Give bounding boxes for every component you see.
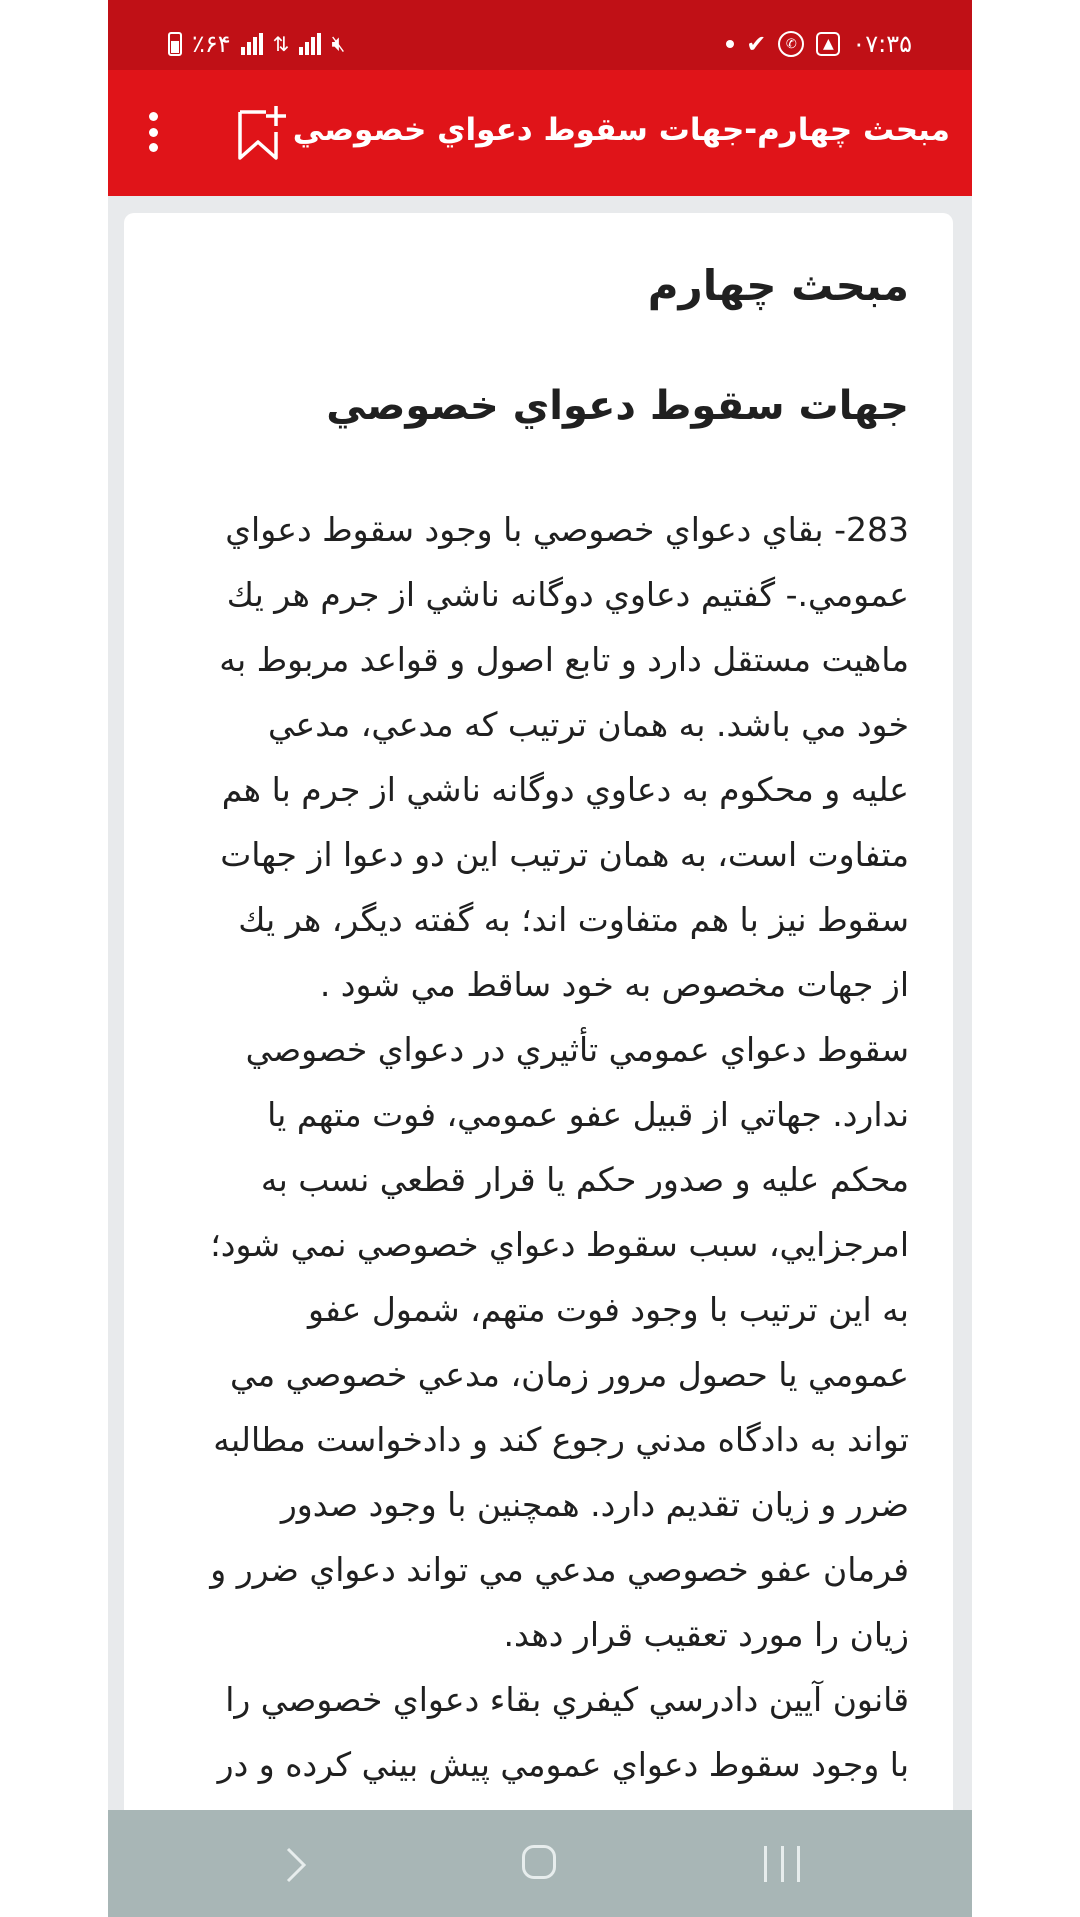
article-heading: مبحث چهارم (647, 261, 909, 310)
battery-icon (168, 32, 182, 56)
whatsapp-icon: ✆ (778, 31, 804, 57)
check-icon: ✔ (746, 30, 767, 58)
status-bar (108, 0, 972, 70)
signal-icon-2 (299, 33, 321, 55)
body-line: امرجزايي، سبب سقوط دعواي خصوصي نمي شود؛ (210, 1225, 909, 1264)
body-line: عمومي يا حصول مرور زمان، مدعي خصوصي مي (230, 1355, 909, 1394)
signal-icon (241, 33, 263, 55)
body-line: متفاوت است، به همان ترتيب اين دو دعوا از جهات (220, 835, 909, 874)
body-line: عليه و محكوم به دعاوي دوگانه ناشي از جرم با هم (221, 770, 909, 809)
article-card (124, 213, 953, 1917)
mute-icon: 🔇︎ (331, 31, 346, 57)
article-body (170, 497, 909, 1797)
nav-back-icon[interactable] (284, 1846, 308, 1884)
body-line: خود مي باشد. به همان ترتيب كه مدعي، مدعي (268, 705, 909, 744)
body-line: زيان را مورد تعقيب قرار دهد. (503, 1615, 909, 1654)
body-line: به اين ترتيب با وجود فوت متهم، شمول عفو (307, 1290, 909, 1329)
body-line: تواند به دادگاه مدني رجوع كند و دادخواست مطالبه (213, 1420, 909, 1459)
nav-home-icon[interactable] (522, 1845, 556, 1879)
bookmark-add-icon[interactable] (236, 104, 286, 160)
system-nav-bar (108, 1810, 972, 1917)
more-vert-icon[interactable] (148, 112, 158, 152)
body-line: ندارد. جهاتي از قبيل عفو عمومي، فوت متهم يا (267, 1095, 909, 1134)
body-line: با وجود سقوط دعواي عمومي پيش بيني كرده و در (217, 1745, 909, 1784)
body-line: قانون آيين دادرسي كيفري بقاء دعواي خصوصي را (225, 1680, 909, 1719)
body-line: فرمان عفو خصوصي مدعي مي تواند دعواي ضرر و (210, 1550, 909, 1589)
gallery-icon: ▲ (816, 32, 840, 56)
body-line: سقوط دعواي عمومي تأثيري در دعواي خصوصي (245, 1030, 909, 1069)
body-line: ضرر و زيان تقديم دارد. همچنين با وجود صدور (280, 1485, 909, 1524)
app-bar (108, 70, 972, 196)
status-time: ۰۷:۳۵ (852, 30, 912, 58)
body-line: عمومي.- گفتيم دعاوي دوگانه ناشي از جرم هر يك (226, 575, 909, 614)
body-line: از جهات مخصوص به خود ساقط مي شود . (319, 965, 909, 1004)
status-left (168, 30, 345, 58)
body-line: 283- بقاي دعواي خصوصي با وجود سقوط دعواي (225, 510, 909, 549)
nav-recents-icon[interactable] (764, 1846, 800, 1882)
body-line: ماهيت مستقل دارد و تابع اصول و قواعد مربوط به (219, 640, 909, 679)
phone-screen (108, 0, 972, 1917)
article-subheading: جهات سقوط دعواي خصوصي (326, 383, 909, 429)
body-line: سقوط نيز با هم متفاوت اند؛ به گفته ديگر، هر يك (238, 900, 909, 939)
body-line: محكم عليه و صدور حكم يا قرار قطعي نسب به (260, 1160, 909, 1199)
status-right (726, 30, 912, 58)
data-arrows-icon: ⇅ (272, 32, 290, 56)
notification-dot (726, 40, 734, 48)
battery-percent: ٪۶۴ (192, 30, 231, 58)
app-bar-title: مبحث چهارم-جهات سقوط دعواي خصوصي (292, 112, 950, 148)
